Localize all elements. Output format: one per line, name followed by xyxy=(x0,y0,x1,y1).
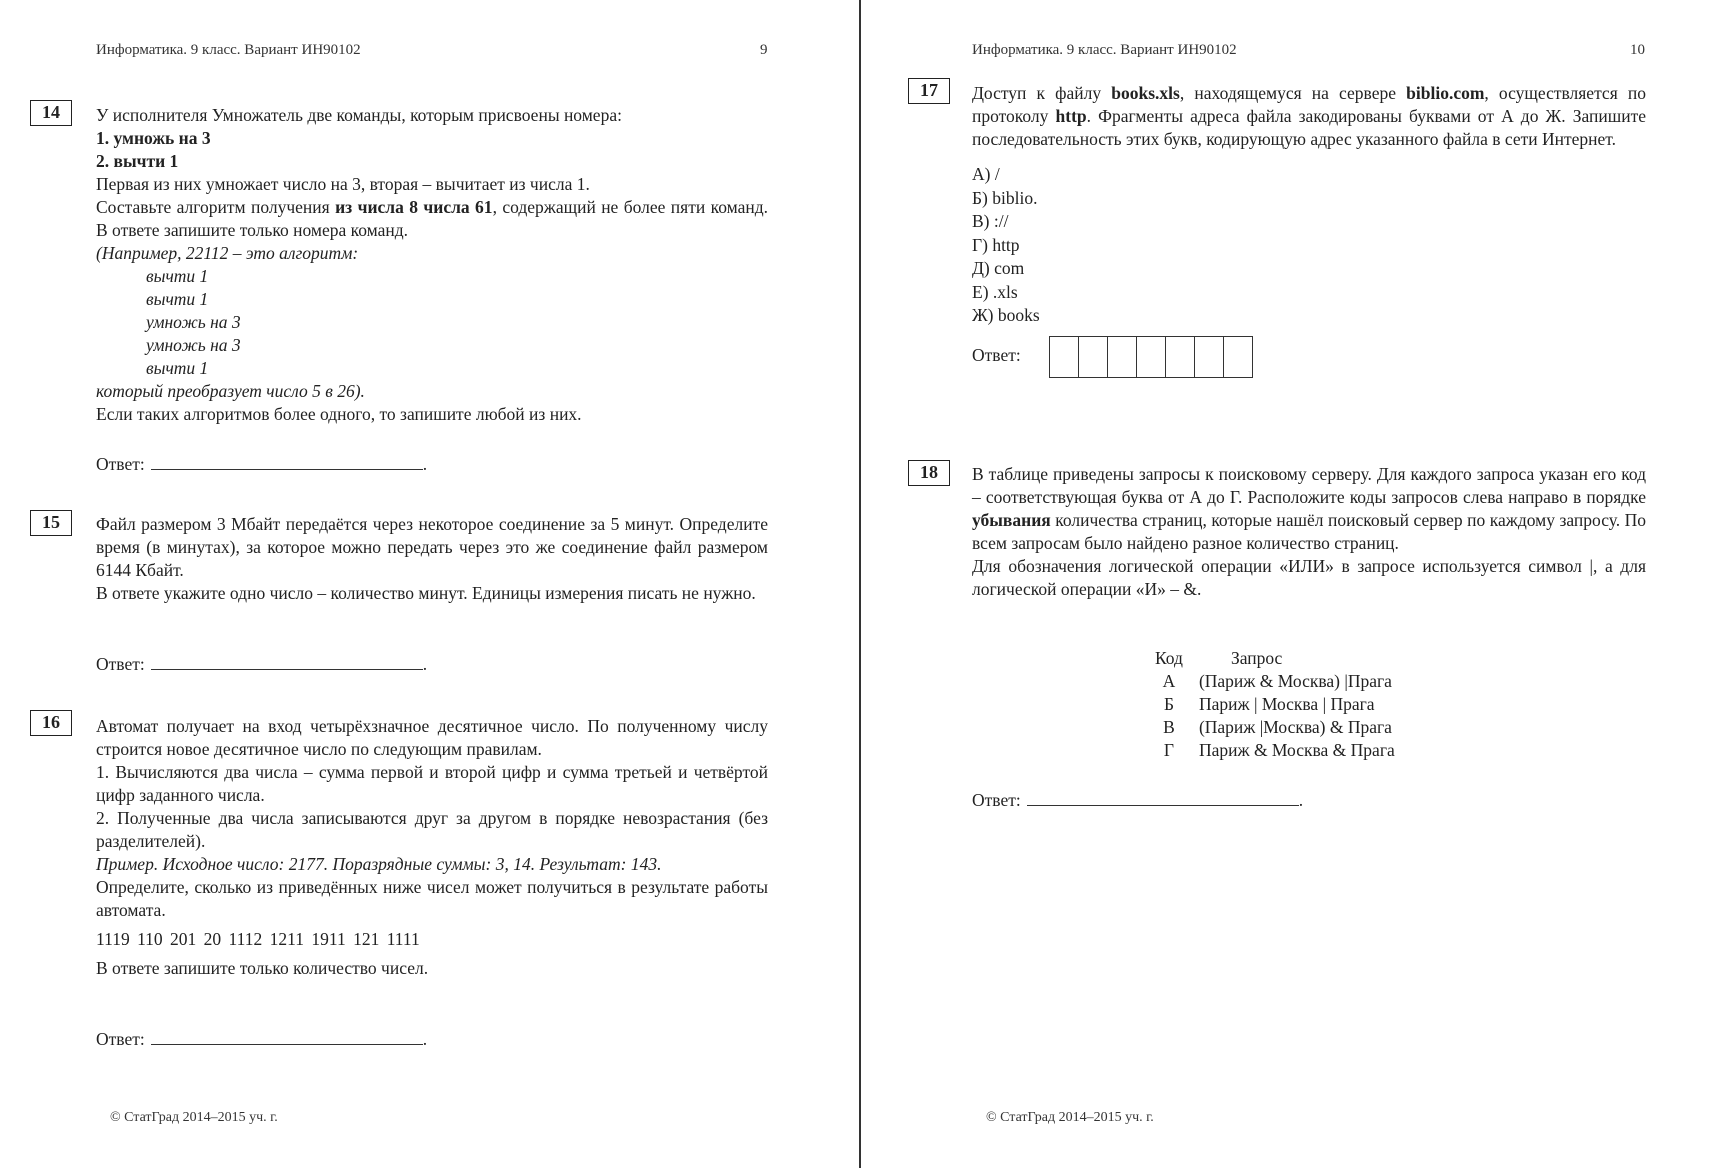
q17-options xyxy=(972,163,1646,328)
q16-example: Пример. Исходное число: 2177. Поразрядные суммы: 3, 14. Результат: 143. xyxy=(96,854,662,874)
q14-example-step: вычти 1 xyxy=(146,289,209,309)
q16-note: В ответе запишите только количество чисел. xyxy=(96,958,429,978)
answer-field[interactable] xyxy=(151,653,423,670)
page-number: 10 xyxy=(1630,42,1645,58)
page-footer: © СтатГрад 2014–2015 уч. г. xyxy=(986,1110,1154,1125)
q17-option: Е) .xls xyxy=(972,281,1018,302)
answer-cell[interactable] xyxy=(1195,337,1224,377)
question-17 xyxy=(972,82,1646,378)
q18-answer: Ответ: . xyxy=(972,790,1304,810)
q17-option: А) / xyxy=(972,164,1000,184)
question-number-15: 15 xyxy=(30,510,72,536)
q18-operators: Для обозначения логической операции «ИЛИ» в запросе используется символ |, а для логической операции «И» – &. xyxy=(972,556,1646,599)
right-page xyxy=(860,0,1718,1168)
q14-description: Первая из них умножает число на 3, вторая – вычитает из числа 1. xyxy=(96,174,590,194)
column-header-query: Запрос xyxy=(1230,648,1283,668)
q14-note: Если таких алгоритмов более одного, то запишите любой из них. xyxy=(96,404,582,424)
answer-label: Ответ: xyxy=(972,790,1021,810)
answer-cell[interactable] xyxy=(1108,337,1137,377)
answer-cell[interactable] xyxy=(1137,337,1166,377)
q17-answer xyxy=(972,336,1646,378)
page-number: 9 xyxy=(760,42,768,58)
q15-instruction: В ответе укажите одно число – количество минут. Единицы измерения писать не нужно. xyxy=(96,583,756,603)
answer-field[interactable] xyxy=(151,1028,423,1045)
query-table xyxy=(1147,648,1403,763)
question-number-16: 16 xyxy=(30,710,72,736)
q14-example-intro: (Например, 22112 – это алгоритм: xyxy=(96,243,359,263)
table-row: А (Париж & Москва) |Прага xyxy=(1162,671,1392,691)
q18-text: В таблице приведены запросы к поисковому серверу. Для каждого запроса указан его код – соответствующая буква от А до Г. Расположите коды запросов слева направо в порядке убывания количества страниц, которые нашёл поисковый сервер по каждому запросу. По всем запросам было найдено разное количество страниц. xyxy=(972,464,1646,553)
q14-task: Составьте алгоритм получения из числа 8 числа 61, содержащий не более пяти команд. В ответе запишите только номера команд. xyxy=(96,197,768,240)
answer-cell[interactable] xyxy=(1050,337,1079,377)
question-16 xyxy=(96,715,768,980)
answer-label: Ответ: xyxy=(972,344,1021,365)
column-header-code: Код xyxy=(1155,648,1183,668)
q17-option: Г) http xyxy=(972,234,1020,255)
question-number-14: 14 xyxy=(30,100,72,126)
q14-example-step: вычти 1 xyxy=(146,358,209,378)
q16-numbers: 1119 110 201 20 1112 1211 1911 121 1111 xyxy=(96,929,420,949)
page-footer: © СтатГрад 2014–2015 уч. г. xyxy=(110,1110,278,1125)
answer-label: Ответ: xyxy=(96,1029,145,1049)
q17-option: Ж) books xyxy=(972,305,1040,325)
page-header: Информатика. 9 класс. Вариант ИН90102 xyxy=(972,42,1237,58)
question-number-17: 17 xyxy=(908,78,950,104)
answer-boxes[interactable] xyxy=(1049,336,1253,378)
answer-field[interactable] xyxy=(151,453,423,470)
q15-text: Файл размером 3 Мбайт передаётся через некоторое соединение за 5 минут. Определите время (в минутах), за которое можно передать через это же соединение файл размером 6144 Кбайт. xyxy=(96,514,768,580)
q14-command-1: 1. умножь на 3 xyxy=(96,128,211,148)
answer-label: Ответ: xyxy=(96,454,145,474)
question-18 xyxy=(972,463,1646,601)
q17-option: В) :// xyxy=(972,211,1009,231)
q16-answer: Ответ: . xyxy=(96,1029,428,1049)
table-row: Б Париж | Москва | Прага xyxy=(1163,694,1375,714)
question-14 xyxy=(96,104,768,426)
q14-answer: Ответ: . xyxy=(96,454,428,474)
q14-example-step: умножь на 3 xyxy=(146,312,241,332)
table-row: Г Париж & Москва & Прага xyxy=(1163,740,1395,760)
q16-rule-2: 2. Полученные два числа записываются друг за другом в порядке невозрастания (без разделителей). xyxy=(96,808,768,851)
answer-cell[interactable] xyxy=(1166,337,1195,377)
answer-cell[interactable] xyxy=(1079,337,1108,377)
q17-option: Д) com xyxy=(972,258,1025,278)
q16-task: Определите, сколько из приведённых ниже чисел может получиться в результате работы автомата. xyxy=(96,877,768,920)
q17-text: Доступ к файлу books.xls, находящемуся на сервере biblio.com, осуществляется по протоколу http. Фрагменты адреса файла закодированы буквами от А до Ж. Запишите последовательность этих букв, кодирующую адрес указанного файла в сети Интернет. xyxy=(972,83,1646,149)
q14-example-end: который преобразует число 5 в 26). xyxy=(96,381,365,401)
answer-cell[interactable] xyxy=(1224,337,1252,377)
q16-rule-1: 1. Вычисляются два числа – сумма первой и второй цифр и сумма третьей и четвёртой цифр заданного числа. xyxy=(96,762,768,805)
q14-intro: У исполнителя Умножатель две команды, которым присвоены номера: xyxy=(96,105,622,125)
table-row: В (Париж |Москва) & Прага xyxy=(1163,717,1392,737)
q15-answer: Ответ: . xyxy=(96,654,428,674)
q14-example-step: умножь на 3 xyxy=(146,335,241,355)
question-15 xyxy=(96,513,768,605)
page-header: Информатика. 9 класс. Вариант ИН90102 xyxy=(96,42,361,58)
q17-option: Б) biblio. xyxy=(972,187,1038,208)
q14-example-step: вычти 1 xyxy=(146,266,209,286)
question-number-18: 18 xyxy=(908,460,950,486)
answer-field[interactable] xyxy=(1027,789,1299,806)
answer-label: Ответ: xyxy=(96,654,145,674)
q16-text: Автомат получает на вход четырёхзначное десятичное число. По полученному числу строится новое десятичное число по следующим правилам. xyxy=(96,716,768,759)
q14-command-2: 2. вычти 1 xyxy=(96,151,179,171)
